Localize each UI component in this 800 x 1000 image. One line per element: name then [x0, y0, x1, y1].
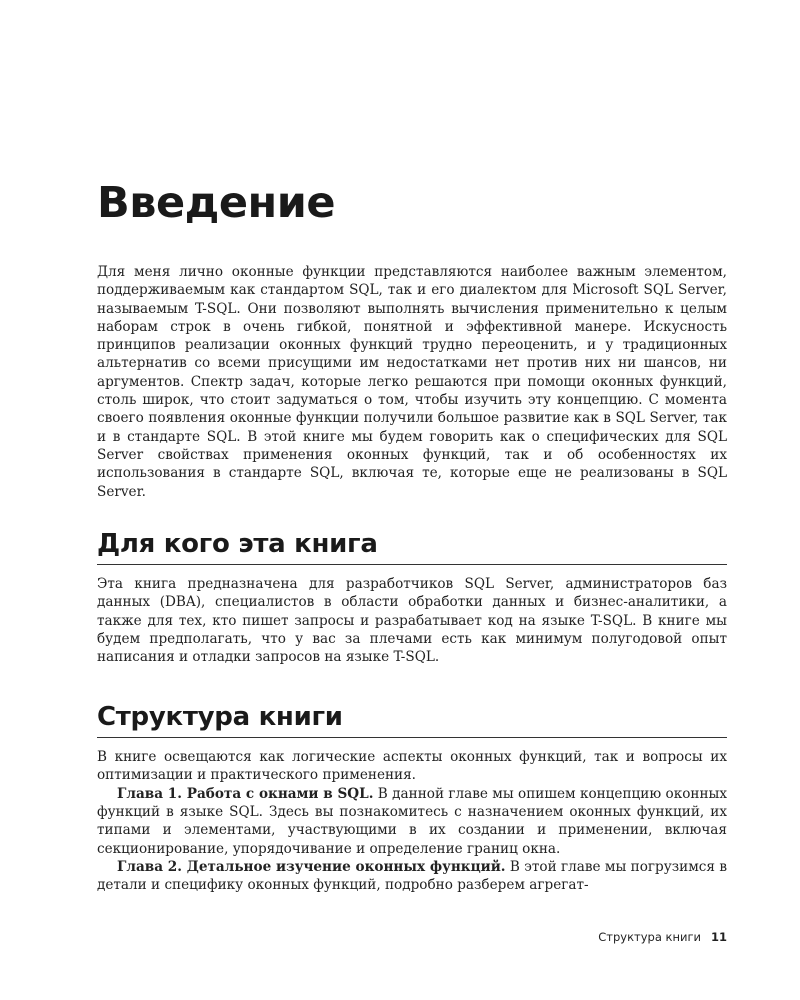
audience-paragraph: Эта книга предназначена для разработчиков SQL Server, администраторов баз данных (DBA), специалистов в области обработки данных и бизнес-аналитики, а также для тех, кто пишет запросы и разрабатывает код на языке T-SQL. В книге мы будем предполагать, что у вас за плечами есть как минимум полугодовой опыт написания и отладки запросов на языке T-SQL. [97, 576, 727, 666]
chapter-1-description [97, 785, 727, 858]
section-structure [97, 702, 727, 895]
section-heading-structure: Структура книги [97, 702, 727, 738]
chapter-2-lead: Глава 2. Детальное изучение оконных функций. [117, 858, 506, 875]
chapter-2-text: В этой главе мы погрузимся в детали и специфику оконных функций, подробно разберем агрегат- [97, 858, 727, 894]
chapter-title: Введение [97, 178, 336, 228]
page-number: 11 [710, 930, 727, 944]
intro-paragraph: Для меня лично оконные функции представляются наиболее важным элементом, поддерживаемым как стандартом SQL, так и его диалектом для Microsoft SQL Server, называемым T-SQL. Они позволяют выполнять вычисления применительно к целым наборам строк в очень гибкой, понятной и эффективной манере. Искусность принципов реализации оконных функций трудно переоценить, и у традиционных альтернатив со всеми присущими им недостатками нет против них ни шансов, ни аргументов. Спектр задач, которые легко решаются при помощи оконных функций, столь широк, что стоит задуматься о том, чтобы изучить эту концепцию. С момента своего появления оконные функции получили большое развитие как в SQL Server, так и в стандарте SQL. В этой книге мы будем говорить как о специфических для SQL Server свойствах применения оконных функций, так и об особенностях их использования в стандарте SQL, включая те, которые еще не реализованы в SQL Server. [97, 264, 727, 500]
chapter-2-description [97, 858, 727, 895]
structure-intro-paragraph: В книге освещаются как логические аспекты оконных функций, так и вопросы их оптимизации и практического применения. [97, 749, 727, 784]
book-page [97, 0, 727, 1000]
chapter-1-lead: Глава 1. Работа с окнами в SQL. [117, 785, 374, 802]
section-audience [97, 529, 727, 667]
running-title: Структура книги [598, 930, 701, 944]
chapter-1-text: В данной главе мы опишем концепцию оконных функций в языке SQL. Здесь вы познакомитесь с назначением оконных функций, их типами и элементами, участвующими в их создании и применении, включая секционирование, упорядочивание и определение границ окна. [97, 785, 727, 857]
section-heading-audience: Для кого эта книга [97, 529, 727, 565]
page-footer [97, 930, 727, 944]
